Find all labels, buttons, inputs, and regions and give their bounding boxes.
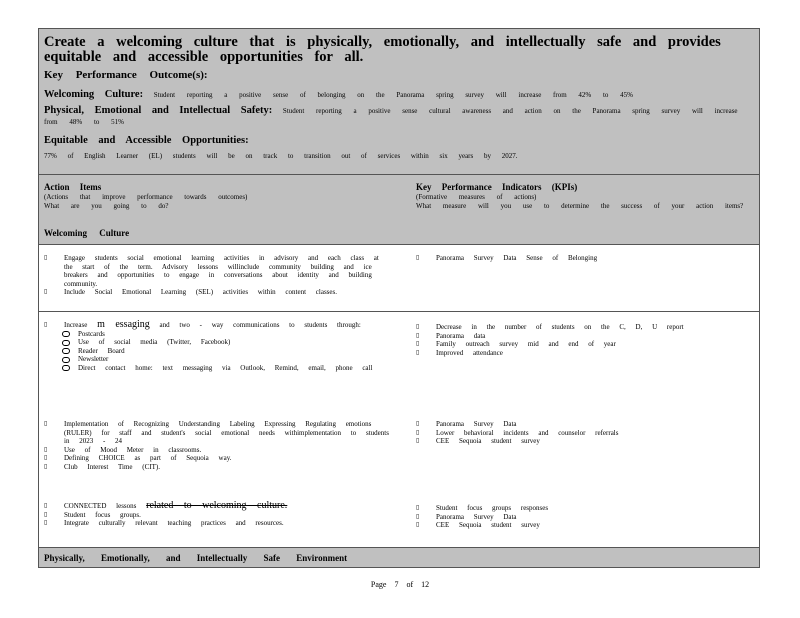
table-row xyxy=(39,411,759,495)
table-row xyxy=(39,495,759,547)
list-item: ▯ Lower behavioral incidents and counselor referrals xyxy=(416,429,746,438)
kpi-cell xyxy=(416,323,746,357)
list-item: ▯ Integrate culturally relevant teaching practices and resources. xyxy=(44,519,389,528)
outcome-text: Student reporting a positive sense cultural awareness and action on the Panorama spring survey will increase from 48% to 51% xyxy=(44,107,738,126)
list-item-text: and two - way communications to students through: xyxy=(159,321,361,329)
action-items-note-1: (Actions that improve performance towards outcomes) xyxy=(44,193,248,201)
list-item xyxy=(44,502,389,511)
kpi-note-2: What measure will you use to determine the success of your action items? xyxy=(416,202,744,210)
sub-item: Direct contact home: text messaging via Outlook, Remind, email, phone call xyxy=(62,364,384,373)
sub-item: Newsletter xyxy=(62,355,384,364)
list-item-text: m essaging xyxy=(97,319,150,330)
table-row xyxy=(39,244,759,312)
list-item: ▯ Student focus groups responses xyxy=(416,504,746,513)
kpi-note xyxy=(416,193,743,211)
section-band-label: Physically, Emotionally, and Intellectually Safe Environment xyxy=(44,553,348,563)
sub-item: Reader Board xyxy=(62,347,384,356)
section-band-safe-environment xyxy=(39,547,759,567)
kpi-note-1: (Formative measures of actions) xyxy=(416,193,537,201)
list-item: ▯ Defining CHOICE as part of Sequoia way. xyxy=(44,454,389,463)
list-item-text: CONNECTED lessons xyxy=(64,502,137,510)
list-item: ▯ CEE Sequoia student survey xyxy=(416,437,746,446)
kpi-cell xyxy=(416,254,746,263)
kpi-title: Key Performance Indicators (KPIs) xyxy=(416,182,578,192)
list-item: ▯ Club Interest Time (CIT). xyxy=(44,463,389,472)
outcome-label: Physical, Emotional and Intellectual Safety: xyxy=(44,105,273,116)
list-item: ▯ Use of Mood Meter in classrooms. xyxy=(44,446,389,455)
action-cell xyxy=(44,321,384,373)
goal-statement: Create a welcoming culture that is physically, emotionally, and intellectually safe and provides equitable and accessible opportunities for all. xyxy=(44,34,721,65)
list-item: ▯ CEE Sequoia student survey xyxy=(416,521,746,530)
list-item: ▯ Decrease in the number of students on the C, D, U report xyxy=(416,323,746,332)
table-row xyxy=(39,311,759,412)
list-item: ▯ Engage students social emotional learning activities in advisory and each class at the start of the term. Advisory lessons willinclude community building and ice breakers and opportunities to engage in conversations about identity and building community. xyxy=(44,254,384,288)
action-items-note xyxy=(44,193,247,211)
outcome-text: Student reporting a positive sense of belonging on the Panorama spring survey will increase from 42% to 45% xyxy=(153,91,634,99)
outcome-label: Welcoming Culture: xyxy=(44,89,144,100)
list-item: ▯ Improved attendance xyxy=(416,349,746,358)
kpi-cell xyxy=(416,504,746,530)
outcome-equitable-text: 77% of English Learner (EL) students will be on track to transition out of services within six years by 2027. xyxy=(44,152,518,160)
list-item xyxy=(44,321,384,330)
sub-item: Postcards xyxy=(62,330,384,339)
list-item: ▯ Student focus groups. xyxy=(44,511,389,520)
action-items-note-2: What are you going to do? xyxy=(44,202,169,210)
list-item: ▯ Panorama data xyxy=(416,332,746,341)
action-items-header xyxy=(39,174,759,244)
improvement-plan-table xyxy=(38,28,760,568)
list-item: ▯ Panorama Survey Data xyxy=(416,420,746,429)
strikethrough-text: related to welcoming culture. xyxy=(146,500,288,511)
list-item: ▯ Family outreach survey mid and end of year xyxy=(416,340,746,349)
action-cell xyxy=(44,254,384,297)
list-item-text: Increase xyxy=(64,321,88,329)
kpo-label: Key Performance Outcome(s): xyxy=(44,69,208,81)
sub-item: Use of social media (Twitter, Facebook) xyxy=(62,338,384,347)
section-label-welcoming: Welcoming Culture xyxy=(44,228,130,238)
action-cell xyxy=(44,420,389,472)
action-items-title: Action Items xyxy=(44,182,102,192)
outcome-equitable-label: Equitable and Accessible Opportunities: xyxy=(44,135,249,146)
list-item: ▯ Panorama Survey Data xyxy=(416,513,746,522)
outcome-welcoming xyxy=(44,89,759,100)
list-item: ▯ Panorama Survey Data Sense of Belonging xyxy=(416,254,746,263)
outcome-safety xyxy=(44,105,759,127)
kpi-cell xyxy=(416,420,746,446)
list-item: ▯ Implementation of Recognizing Understanding Labeling Expressing Regulating emotions (RULER) for staff and student's social emotional needs withimplementation to students in 2023 - 24 xyxy=(44,420,389,446)
action-cell xyxy=(44,502,389,528)
page-number: Page 7 of 12 xyxy=(370,580,430,589)
goal-header xyxy=(39,29,759,174)
list-item: ▯ Include Social Emotional Learning (SEL) activities within content classes. xyxy=(44,288,384,297)
